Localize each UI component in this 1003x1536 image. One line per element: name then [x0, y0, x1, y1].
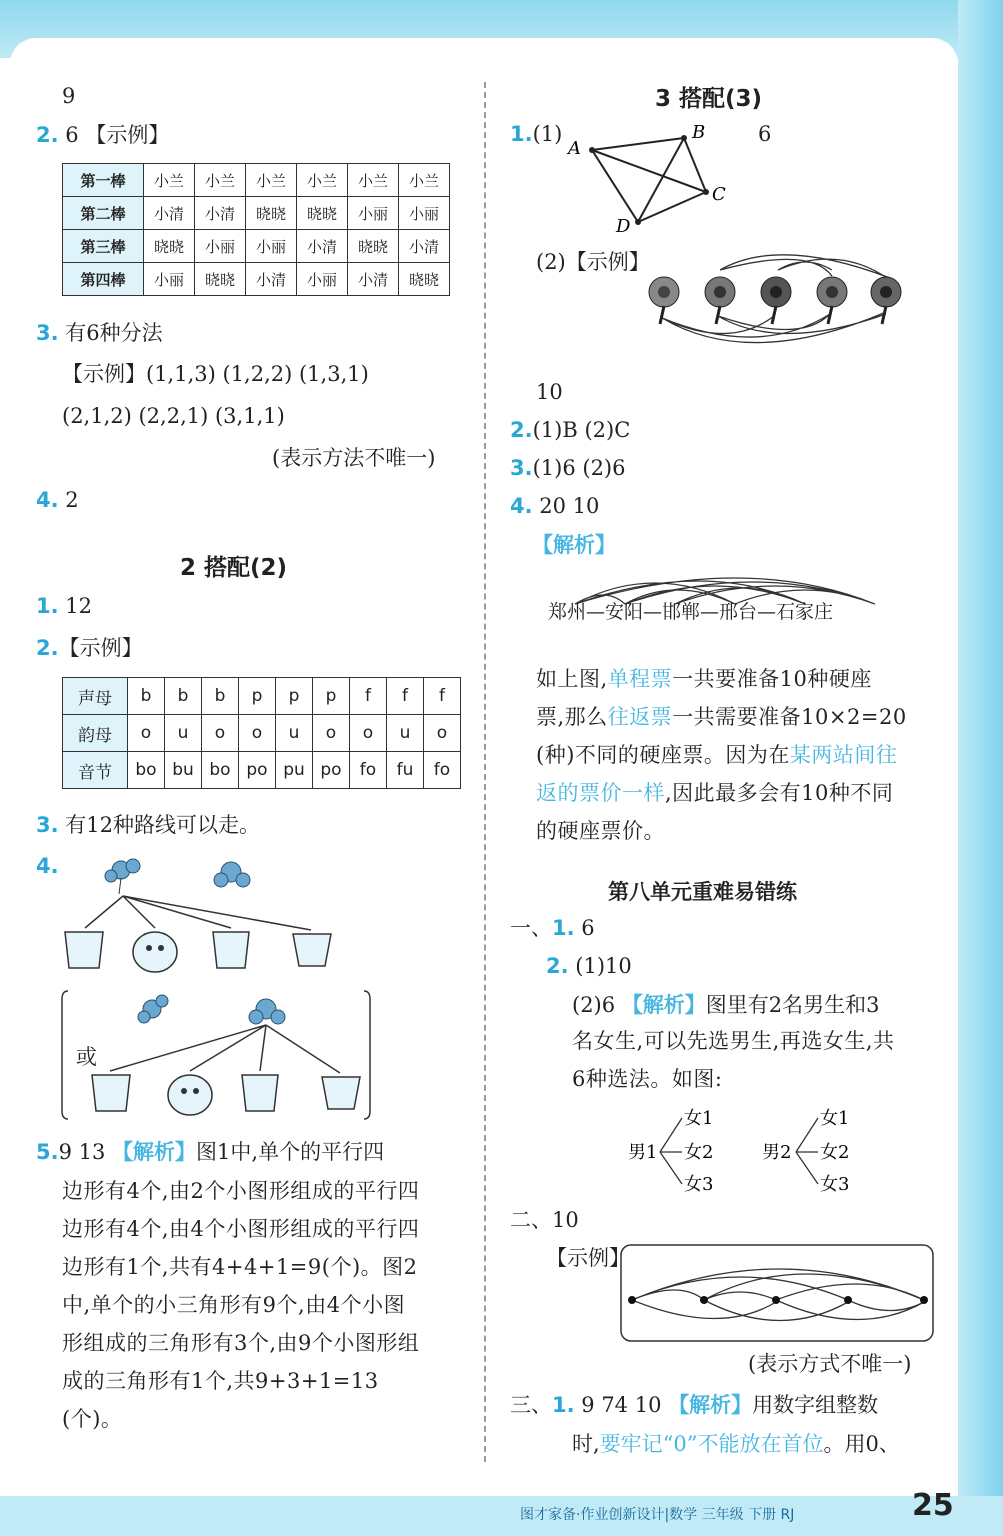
- analysis-line: 名女生,可以先选男生,再选女生,共: [572, 1029, 895, 1053]
- table-cell: 小丽: [195, 230, 246, 263]
- sub-question: (2)【示例】: [536, 250, 650, 274]
- question-4: [36, 490, 79, 511]
- point: [700, 1296, 708, 1304]
- flower-icon: [138, 995, 168, 1023]
- highlight-text: 单程票: [607, 667, 673, 691]
- tree-leaf: 女3: [684, 1174, 714, 1192]
- analysis-line: (个)。: [62, 1407, 123, 1431]
- row-header: 声母: [63, 678, 128, 715]
- arc-lines-top: [720, 255, 890, 280]
- relay-table: [62, 163, 450, 296]
- question-number: 1.: [552, 1393, 575, 1417]
- analysis-paragraph: [572, 1022, 895, 1098]
- analysis-line: [536, 774, 907, 812]
- analysis-line: [536, 812, 907, 850]
- analysis-line: [572, 1434, 900, 1455]
- question-1: [36, 596, 92, 617]
- pot-icon: [322, 1077, 360, 1109]
- point: [844, 1296, 852, 1304]
- question-number: 3.: [36, 813, 59, 837]
- table-cell: 小清: [246, 263, 297, 296]
- answer-text: 有12种路线可以走。: [65, 813, 261, 837]
- question-5: [36, 1141, 384, 1163]
- analysis-text: 用数字组整数: [752, 1393, 879, 1417]
- analysis-line: 6种选法。如图:: [572, 1067, 723, 1091]
- point-label: A: [568, 138, 581, 159]
- table-cell: po: [239, 752, 276, 789]
- question-3: [36, 323, 163, 344]
- connection-lines: [592, 138, 706, 222]
- point: [628, 1296, 636, 1304]
- table-cell: 晓晓: [348, 230, 399, 263]
- note-text: (表示方法不唯一): [272, 446, 436, 470]
- column-divider: [484, 82, 486, 1462]
- diagram-frame: [621, 1245, 933, 1341]
- footer-text: 图才家备·作业创新设计|数学 三年级 下册 RJ: [520, 1507, 795, 1523]
- analysis-line: 边形有4个,由2个小图形组成的平行四: [62, 1179, 420, 1203]
- example-label: 【示例】: [546, 1246, 630, 1270]
- unit-title: 第八单元重难易错练: [608, 880, 797, 904]
- part-label: 一、: [510, 916, 552, 940]
- analysis-head: [572, 994, 880, 1016]
- pot-icon: [293, 934, 331, 966]
- analysis-text: 图里有2名男生和3: [705, 993, 880, 1017]
- tree-leaf: 女1: [820, 1108, 850, 1129]
- pot-icon: [65, 932, 103, 968]
- analysis-line: 边形有4个,由4个小图形组成的平行四: [62, 1217, 420, 1241]
- tree-root: 男1: [628, 1142, 658, 1163]
- flower-icon: [214, 862, 250, 887]
- table-cell: o: [313, 715, 350, 752]
- bracket: [62, 991, 68, 1119]
- section-title: 2 搭配(2): [180, 555, 288, 581]
- table-cell: bo: [202, 752, 239, 789]
- table-cell: 小丽: [399, 197, 450, 230]
- bracket: [364, 991, 370, 1119]
- table-cell: o: [239, 715, 276, 752]
- analysis-line: 中,单个的小三角形有9个,由4个小图: [62, 1293, 406, 1317]
- table-cell: 小丽: [246, 230, 297, 263]
- tree-root: 男2: [762, 1142, 792, 1163]
- highlight-text: 要牢记“0”不能放在首位: [599, 1432, 824, 1456]
- question-number: 2.: [546, 954, 569, 978]
- tree-leaf: 女1: [684, 1108, 714, 1129]
- analysis-label: 【解析】: [112, 1139, 197, 1164]
- analysis-line: [536, 736, 907, 774]
- table-cell: 小丽: [144, 263, 195, 296]
- answer-text: 12: [65, 594, 93, 618]
- pot-icon: [213, 932, 249, 968]
- table-cell: b: [128, 678, 165, 715]
- highlight-text: 某两站间往: [789, 743, 898, 767]
- table-cell: 小丽: [348, 197, 399, 230]
- answer-text: 2: [65, 488, 79, 512]
- analysis-line: 成的三角形有1个,共9+3+1=13: [62, 1369, 379, 1393]
- question-2: [36, 125, 169, 146]
- analysis-label: 【解析】: [532, 532, 616, 557]
- question-number: 4.: [510, 494, 533, 518]
- rose-icon: [649, 277, 679, 324]
- table-row: [63, 752, 461, 789]
- answer-text: (1)10: [575, 954, 632, 978]
- part-1-question-2: [546, 956, 632, 977]
- section-title: 3 搭配(3): [655, 86, 763, 112]
- part-label: 二、: [510, 1208, 552, 1232]
- table-cell: 小兰: [144, 164, 195, 197]
- table-cell: po: [313, 752, 350, 789]
- point-a: [589, 147, 595, 153]
- text: 的硬座票价。: [536, 819, 665, 843]
- table-cell: p: [313, 678, 350, 715]
- pot-icon: [242, 1075, 278, 1111]
- point-label: D: [616, 216, 631, 237]
- table-row: [63, 164, 450, 197]
- table-cell: o: [350, 715, 387, 752]
- table-cell: 小清: [144, 197, 195, 230]
- answer-text: 【示例】: [58, 636, 143, 660]
- table-cell: fo: [350, 752, 387, 789]
- quadrilateral-diagram: [560, 120, 740, 240]
- answer-text: 6 【示例】: [65, 123, 170, 147]
- flower-pot-diagram-2: [60, 985, 375, 1125]
- row-header: 韵母: [63, 715, 128, 752]
- question-number: 2.: [36, 123, 59, 147]
- table-cell: f: [424, 678, 461, 715]
- question-number: 4.: [36, 488, 59, 512]
- table-cell: fu: [387, 752, 424, 789]
- row-header: 第二棒: [63, 197, 144, 230]
- answer-text: 9 13: [58, 1140, 113, 1164]
- table-cell: u: [165, 715, 202, 752]
- flower-icon: [249, 999, 285, 1024]
- analysis-line: [536, 698, 907, 736]
- table-cell: 晓晓: [297, 197, 348, 230]
- pot-icon: [133, 932, 177, 972]
- tree-leaf: 女3: [820, 1174, 850, 1192]
- analysis-paragraph: [62, 1172, 419, 1438]
- table-row: [63, 197, 450, 230]
- rose-icon: [761, 277, 791, 324]
- table-cell: b: [202, 678, 239, 715]
- text: 如上图,: [536, 667, 608, 691]
- route-stations: 郑州—安阳—邯郸—邢台—石家庄: [548, 601, 834, 623]
- text: ,因此最多会有10种不同: [665, 781, 894, 805]
- note-text: (表示方式不唯一): [748, 1352, 912, 1376]
- tree-leaf: 女2: [820, 1142, 850, 1163]
- point: [772, 1296, 780, 1304]
- answer-text: 6: [581, 916, 595, 940]
- or-label: 或: [76, 1045, 97, 1069]
- table-cell: 晓晓: [399, 263, 450, 296]
- answer-text: (1)B (2)C: [532, 418, 631, 442]
- part-1-question-1: [510, 918, 595, 939]
- answer-text: 10: [536, 380, 563, 404]
- question-3: [510, 458, 625, 479]
- answer-text: 10: [552, 1208, 579, 1232]
- text: 一共要准备10种硬座: [672, 667, 872, 691]
- text: 。用0、: [823, 1432, 900, 1456]
- rose-icon: [817, 277, 847, 324]
- table-cell: 晓晓: [246, 197, 297, 230]
- question-number: 3.: [36, 321, 59, 345]
- table-row: [63, 678, 461, 715]
- table-cell: o: [424, 715, 461, 752]
- point-arc-diagram: [620, 1244, 934, 1342]
- table-cell: o: [202, 715, 239, 752]
- table-cell: pu: [276, 752, 313, 789]
- answer-text: 有6种分法: [65, 321, 163, 345]
- table-cell: 小清: [195, 197, 246, 230]
- row-header: 第一棒: [63, 164, 144, 197]
- text: (种)不同的硬座票。因为在: [536, 743, 790, 767]
- highlight-text: 返的票价一样: [536, 781, 665, 805]
- page-bottom-border: [0, 1496, 1003, 1536]
- point-c: [703, 189, 709, 195]
- question-number: 2.: [510, 418, 533, 442]
- question-number: 1.: [552, 916, 575, 940]
- part-3-question-1: [510, 1394, 878, 1416]
- page-number: 25: [912, 1488, 954, 1523]
- analysis-line: 形组成的三角形有3个,由9个小图形组: [62, 1331, 420, 1355]
- table-cell: 晓晓: [195, 263, 246, 296]
- table-row: [63, 263, 450, 296]
- page-right-border: [958, 0, 1003, 1536]
- table-cell: 小清: [399, 230, 450, 263]
- pot-icon: [92, 1075, 130, 1111]
- answer-text: (2)6: [572, 993, 622, 1017]
- table-cell: bo: [128, 752, 165, 789]
- answer-text: 6: [758, 122, 772, 146]
- highlight-text: 往返票: [607, 705, 673, 729]
- table-cell: u: [276, 715, 313, 752]
- text: 票,那么: [536, 705, 608, 729]
- table-cell: o: [128, 715, 165, 752]
- table-cell: bu: [165, 752, 202, 789]
- arcs-top: [632, 1269, 924, 1300]
- table-cell: 晓晓: [144, 230, 195, 263]
- analysis-paragraph: [536, 660, 907, 850]
- table-row: [63, 715, 461, 752]
- table-cell: 小清: [348, 263, 399, 296]
- flower-icon: [105, 859, 140, 894]
- question-2: [36, 638, 143, 659]
- row-header: 第四棒: [63, 263, 144, 296]
- point-d: [635, 219, 641, 225]
- table-cell: 小兰: [399, 164, 450, 197]
- question-number: 4.: [36, 854, 59, 878]
- table-cell: 小兰: [195, 164, 246, 197]
- question-number: 1.: [36, 594, 59, 618]
- question-2: [510, 420, 630, 441]
- tree-branches: [660, 1118, 682, 1184]
- table-cell: 小丽: [297, 263, 348, 296]
- pairing-lines: [85, 896, 311, 930]
- table-cell: f: [350, 678, 387, 715]
- tree-leaf: 女2: [684, 1142, 714, 1163]
- question-number: 1.: [510, 122, 533, 146]
- question-number: 2.: [36, 636, 59, 660]
- table-cell: p: [276, 678, 313, 715]
- flower-pot-diagram-1: [55, 850, 385, 980]
- table-cell: 小清: [297, 230, 348, 263]
- table-cell: p: [239, 678, 276, 715]
- tree-branches: [796, 1118, 818, 1184]
- pairing-lines: [110, 1025, 340, 1073]
- table-cell: b: [165, 678, 202, 715]
- analysis-line: [536, 660, 907, 698]
- row-header: 音节: [63, 752, 128, 789]
- pinyin-table: [62, 677, 461, 789]
- analysis-line: 边形有1个,共有4+4+1=9(个)。图2: [62, 1255, 418, 1279]
- table-cell: f: [387, 678, 424, 715]
- answer-text: 9 74 10: [581, 1393, 669, 1417]
- answer-text: (1): [532, 122, 563, 146]
- answer-text: (1)6 (2)6: [532, 456, 626, 480]
- point-b: [681, 135, 687, 141]
- text: 一共需要准备10×2=20: [672, 705, 907, 729]
- analysis-text: 图1中,单个的平行四: [196, 1140, 385, 1164]
- part-label: 三、: [510, 1393, 552, 1417]
- analysis-label: 【解析】: [668, 1392, 753, 1417]
- question-number: 3.: [510, 456, 533, 480]
- table-cell: 小兰: [348, 164, 399, 197]
- answer-text: 20 10: [539, 494, 600, 518]
- question-3: [36, 815, 260, 836]
- point-label: B: [692, 122, 706, 143]
- answer-text: 9: [62, 84, 76, 108]
- question-number: 5.: [36, 1140, 59, 1164]
- table-row: [63, 230, 450, 263]
- example-line: (2,1,2) (2,2,1) (3,1,1): [62, 404, 285, 428]
- table-cell: fo: [424, 752, 461, 789]
- point-label: C: [712, 184, 726, 205]
- point: [920, 1296, 928, 1304]
- text: 时,: [572, 1432, 600, 1456]
- pot-icon: [168, 1075, 212, 1115]
- example-line: 【示例】(1,1,3) (1,2,2) (1,3,1): [62, 362, 369, 386]
- rose-arc-diagram: [640, 240, 910, 370]
- table-cell: 小兰: [297, 164, 348, 197]
- row-header: 第三棒: [63, 230, 144, 263]
- table-cell: 小兰: [246, 164, 297, 197]
- analysis-label: 【解析】: [621, 992, 706, 1017]
- question-4: [510, 496, 599, 517]
- question-1: [510, 124, 562, 145]
- table-cell: u: [387, 715, 424, 752]
- tree-diagram: [620, 1100, 870, 1192]
- part-2: [510, 1210, 579, 1231]
